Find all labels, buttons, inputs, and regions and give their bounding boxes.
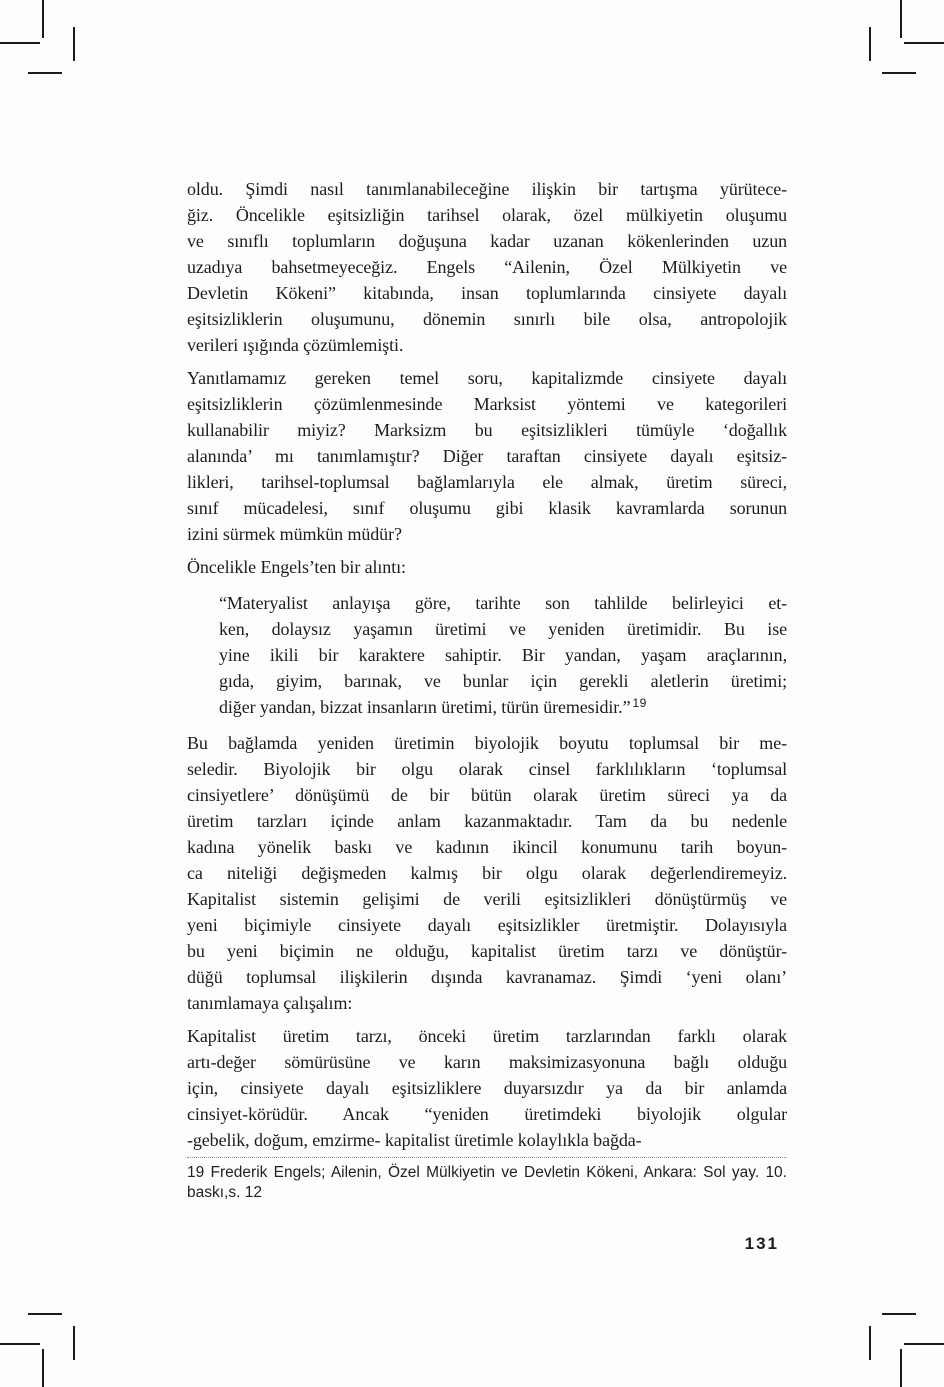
- page-number: 131: [744, 1234, 779, 1253]
- text-line: Devletin Kökeni” kitabında, insan toplumlarında cinsiyete dayalı: [187, 283, 787, 303]
- text-line: eşitsizliklerin çözümlenmesinde Marksist yöntemi ve kategorileri: [187, 394, 787, 414]
- crop-mark-top-left-inner-horizontal: [28, 72, 62, 74]
- text-line: eşitsizliklerin oluşumunu, dönemin sınırlı bile olsa, antropolojik: [187, 309, 787, 329]
- footnote-reference: 19: [632, 696, 647, 710]
- crop-mark-top-right-outer-horizontal: [904, 42, 944, 44]
- text-line: bu yeni biçimin ne olduğu, kapitalist üretim tarzı ve dönüştür-: [187, 941, 787, 961]
- crop-mark-bottom-right-outer-vertical: [900, 1349, 902, 1387]
- crop-mark-bottom-left-inner-horizontal: [28, 1313, 62, 1315]
- text-line: ve sınıflı toplumların doğuşuna kadar uzanan kökenlerinden uzun: [187, 231, 787, 251]
- text-line: ğiz. Öncelikle eşitsizliğin tarihsel olarak, özel mülkiyetin oluşumu: [187, 205, 787, 225]
- text-line: uzadıya bahsetmeyeceğiz. Engels “Ailenin, Özel Mülkiyetin ve: [187, 257, 787, 277]
- text-line: Kapitalist üretim tarzı, önceki üretim tarzlarından farklı olarak: [187, 1026, 787, 1046]
- paragraph: [187, 554, 787, 580]
- footnote-line: baskı,s. 12: [187, 1184, 262, 1201]
- crop-mark-bottom-left-inner-vertical: [73, 1326, 75, 1360]
- crop-mark-bottom-right-outer-horizontal: [904, 1343, 944, 1345]
- text-line: seledir. Biyolojik bir olgu olarak cinsel farklılıkların ‘toplumsal: [187, 759, 787, 779]
- paragraph: [187, 176, 787, 358]
- paragraph: [187, 730, 787, 1016]
- footnote-area: [187, 1157, 787, 1203]
- text-line: kullanabilir miyiz? Marksizm bu eşitsizlikleri tümüyle ‘doğallık: [187, 420, 787, 440]
- text-line: izini sürmek mümkün müdür?: [187, 524, 402, 544]
- text-line: ca niteliği değişmeden kalmış bir olgu olarak değerlendiremeyiz.: [187, 863, 787, 883]
- crop-mark-top-left-inner-vertical: [73, 27, 75, 61]
- text-line: kadına yönelik baskı ve kadının ikincil konumunu tarih boyun-: [187, 837, 787, 857]
- text-line: için, cinsiyete dayalı eşitsizliklere duyarsızdır ya da bir anlamda: [187, 1078, 787, 1098]
- text-line: “Materyalist anlayışa göre, tarihte son tahlilde belirleyici et-: [219, 593, 787, 613]
- text-line: cinsiyetlere’ dönüşümü de bir bütün olarak üretim süreci ya da: [187, 785, 787, 805]
- text-line: likleri, tarihsel-toplumsal bağlamlarıyla ele almak, üretim süreci,: [187, 472, 787, 492]
- paragraph: [187, 365, 787, 547]
- footnote-text: [187, 1163, 787, 1203]
- text-line: sınıf mücadelesi, sınıf oluşumu gibi klasik kavramlarda sorunun: [187, 498, 787, 518]
- text-line: artı-değer sömürüsüne ve karın maksimizasyonuna bağlı olduğu: [187, 1052, 787, 1072]
- text-line: düğü toplumsal ilişkilerin dışında kavranamaz. Şimdi ‘yeni olanı’: [187, 967, 787, 987]
- crop-mark-bottom-left-outer-horizontal: [0, 1343, 40, 1345]
- crop-mark-bottom-right-inner-vertical: [869, 1326, 871, 1360]
- text-line: cinsiyet-körüdür. Ancak “yeniden üretimdeki biyolojik olgular: [187, 1104, 787, 1124]
- text-line: Bu bağlamda yeniden üretimin biyolojik boyutu toplumsal bir me-: [187, 733, 787, 753]
- crop-mark-top-right-inner-horizontal: [882, 72, 916, 74]
- crop-mark-top-left-outer-vertical: [42, 0, 44, 38]
- text-line: diğer yandan, bizzat insanların üretimi, türün üremesidir.” $^{19}$: [219, 696, 647, 717]
- text-line: Yanıtlamamız gereken temel soru, kapitalizmde cinsiyete dayalı: [187, 368, 787, 388]
- paragraph: [187, 1023, 787, 1153]
- text-line: -gebelik, doğum, emzirme- kapitalist üretimle kolaylıkla bağda-: [187, 1130, 642, 1150]
- text-line: ken, dolaysız yaşamın üretimi ve yeniden üretimidir. Bu ise: [219, 619, 787, 639]
- text-line: yine ikili bir karaktere sahiptir. Bir yandan, yaşam araçlarının,: [219, 645, 787, 665]
- text-line: oldu. Şimdi nasıl tanımlanabileceğine ilişkin bir tartışma yürütece-: [187, 179, 787, 199]
- crop-mark-top-right-outer-vertical: [900, 0, 902, 38]
- crop-mark-top-right-inner-vertical: [869, 27, 871, 61]
- text-line: gıda, giyim, barınak, ve bunlar için gerekli aletlerin üretimi;: [219, 671, 787, 691]
- text-line: tanımlamaya çalışalım:: [187, 993, 353, 1013]
- crop-mark-bottom-right-inner-horizontal: [882, 1313, 916, 1315]
- text-line: Öncelikle Engels’ten bir alıntı:: [187, 557, 406, 577]
- block-quote: [187, 590, 787, 720]
- text-line: alanında’ mı tanımlamıştır? Diğer taraftan cinsiyete dayalı eşitsiz-: [187, 446, 787, 466]
- footnote-line: 19 Frederik Engels; Ailenin, Özel Mülkiyetin ve Devletin Kökeni, Ankara: Sol yay. 10.: [187, 1164, 787, 1181]
- footnote-divider: [187, 1157, 787, 1158]
- text-line: üretim tarzları içinde anlam kazanmaktadır. Tam da bu nedenle: [187, 811, 787, 831]
- crop-mark-top-left-outer-horizontal: [0, 42, 40, 44]
- crop-mark-bottom-left-outer-vertical: [42, 1349, 44, 1387]
- text-line: yeni biçimiyle cinsiyete dayalı eşitsizlikler üretmiştir. Dolayısıyla: [187, 915, 787, 935]
- body-text-block: [187, 176, 787, 1160]
- text-line: verileri ışığında çözümlemişti.: [187, 335, 404, 355]
- text-line: Kapitalist sistemin gelişimi de verili eşitsizlikleri dönüştürmüş ve: [187, 889, 787, 909]
